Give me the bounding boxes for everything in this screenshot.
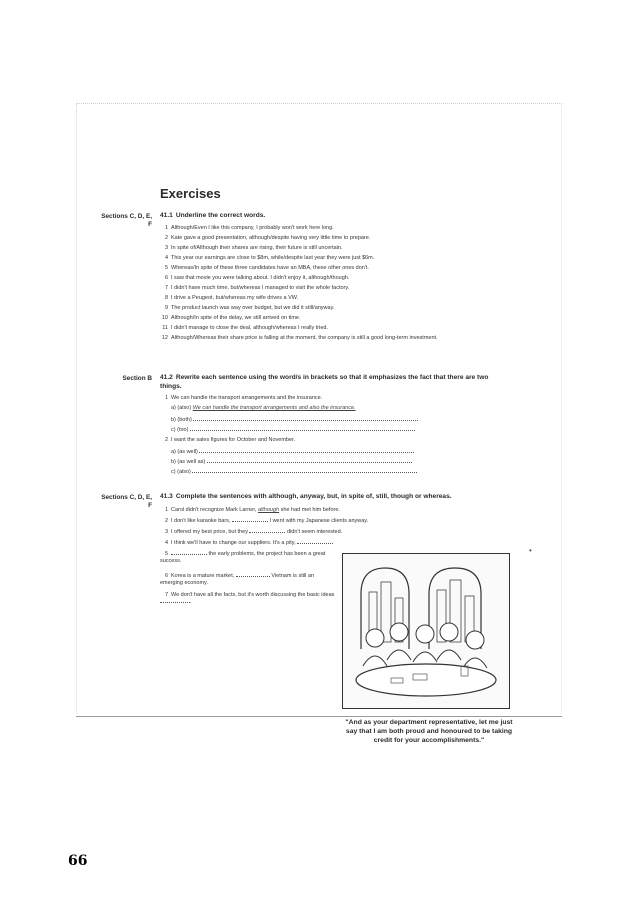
blank-line[interactable] [249, 532, 285, 533]
blank-line[interactable] [232, 521, 268, 522]
list-item: 10 Although/In spite of the delay, we still arrived on time. [161, 315, 301, 321]
list-item: 2 I want the sales figures for October and November. [164, 437, 296, 443]
scan-edge-right [561, 104, 562, 714]
blank-line[interactable] [297, 543, 333, 544]
answer-line: a) (also) We can handle the transport arrangements and also the insurance. [171, 405, 356, 411]
page-title: Exercises [160, 186, 221, 201]
blank-line[interactable] [160, 602, 190, 603]
blank-line[interactable] [171, 554, 207, 555]
exercise-number: 41.1 [160, 212, 173, 219]
section-label-1: Sections C, D, E, F [101, 213, 152, 228]
exercise-41-3-heading [160, 493, 510, 502]
meeting-cartoon-icon [343, 554, 509, 708]
page-number: 66 [68, 853, 88, 869]
scan-edge-left [76, 104, 77, 714]
list-item: 12 Although/Whereas their share price is falling at the moment, the company is still a good long-term investment. [161, 335, 438, 341]
answer-line[interactable]: b) (both) [171, 415, 451, 424]
exercise-instruction: Rewrite each sentence using the word/s in brackets so that it emphasizes the fact that there are two things. [160, 374, 489, 390]
list-item: 6 I saw that movie you were talking about. I didn't enjoy it, although/though. [164, 275, 350, 281]
list-item: 9 The product launch was way over budget, but we did it still/anyway. [164, 305, 335, 311]
blank-line[interactable] [199, 447, 414, 453]
list-item: 5 the early problems, the project has been a great success. [160, 551, 326, 565]
list-item: 8 I drive a Peugeot, but/whereas my wife drives a VW. [164, 295, 299, 301]
list-item: 6 Korea is a mature market, Vietnam is still an emerging economy. [160, 573, 315, 587]
scan-edge-bottom [76, 716, 562, 717]
exercise-instruction: Complete the sentences with although, anyway, but, in spite of, still, though or whereas. [175, 493, 452, 500]
blank-line[interactable] [193, 415, 418, 421]
blank-line[interactable] [192, 467, 417, 473]
scan-edge-top [76, 103, 562, 104]
exercise-41-2-heading [160, 374, 505, 391]
list-item: 2 I don't like karaoke bars, I went with my Japanese clients anyway. [164, 518, 369, 524]
exercise-41-1-heading [160, 212, 510, 221]
cartoon-illustration [342, 553, 510, 709]
sample-answer: We can handle the transport arrangements and also the insurance. [192, 405, 356, 411]
blank-line[interactable] [207, 457, 412, 463]
section-label-2: Section B [122, 375, 152, 382]
sample-answer: although [257, 507, 280, 513]
list-item: 2 Kate gave a good presentation, although/despite having very little time to prepare. [164, 235, 371, 241]
cartoon-caption: "And as your department representative, let me just say that I am both proud and honoured to be taking credit for your accomplishments." [345, 719, 513, 744]
answer-line[interactable]: a) (as well) [171, 447, 451, 456]
list-item: 1 We can handle the transport arrangements and the insurance. [164, 395, 323, 401]
list-item: 3 In spite of/Although their shares are rising, their future is still uncertain. [164, 245, 343, 251]
answer-line[interactable]: c) (too) [171, 425, 451, 434]
answer-line[interactable]: c) (also) [171, 467, 451, 476]
answer-line[interactable]: b) (as well as) [171, 457, 451, 466]
list-item: 1 Although/Even I like this company, I probably won't work here long. [164, 225, 334, 231]
stray-mark: • [529, 546, 532, 555]
list-item: 5 Whereas/In spite of these three candidates have an MBA, these other ones don't. [164, 265, 369, 271]
exercise-number: 41.3 [160, 493, 173, 500]
list-item: 11 I didn't manage to close the deal, although/whereas I really tried. [162, 325, 328, 331]
list-item: 3 I offered my best price, but they didn't seem interested. [164, 529, 343, 535]
list-item: 4 I think we'll have to change our suppliers. It's a pity, [160, 540, 510, 547]
list-item: 7 I didn't have much time, but/whereas I managed to visit the whole factory. [164, 285, 350, 291]
list-item: 4 This year our earnings are close to $8m, while/despite last year they were just $6m. [164, 255, 375, 261]
exercise-number: 41.2 [160, 374, 173, 381]
blank-line[interactable] [236, 576, 270, 577]
list-item: 7 We don't have all the facts, but it's worth discussing the basic ideas . [160, 592, 335, 606]
blank-line[interactable] [190, 425, 415, 431]
section-label-3: Sections C, D, E, F [101, 494, 152, 509]
list-item: 1 Carol didn't recognize Mark Larner, although she had met him before. [164, 507, 340, 513]
exercise-instruction: Underline the correct words. [175, 212, 266, 219]
